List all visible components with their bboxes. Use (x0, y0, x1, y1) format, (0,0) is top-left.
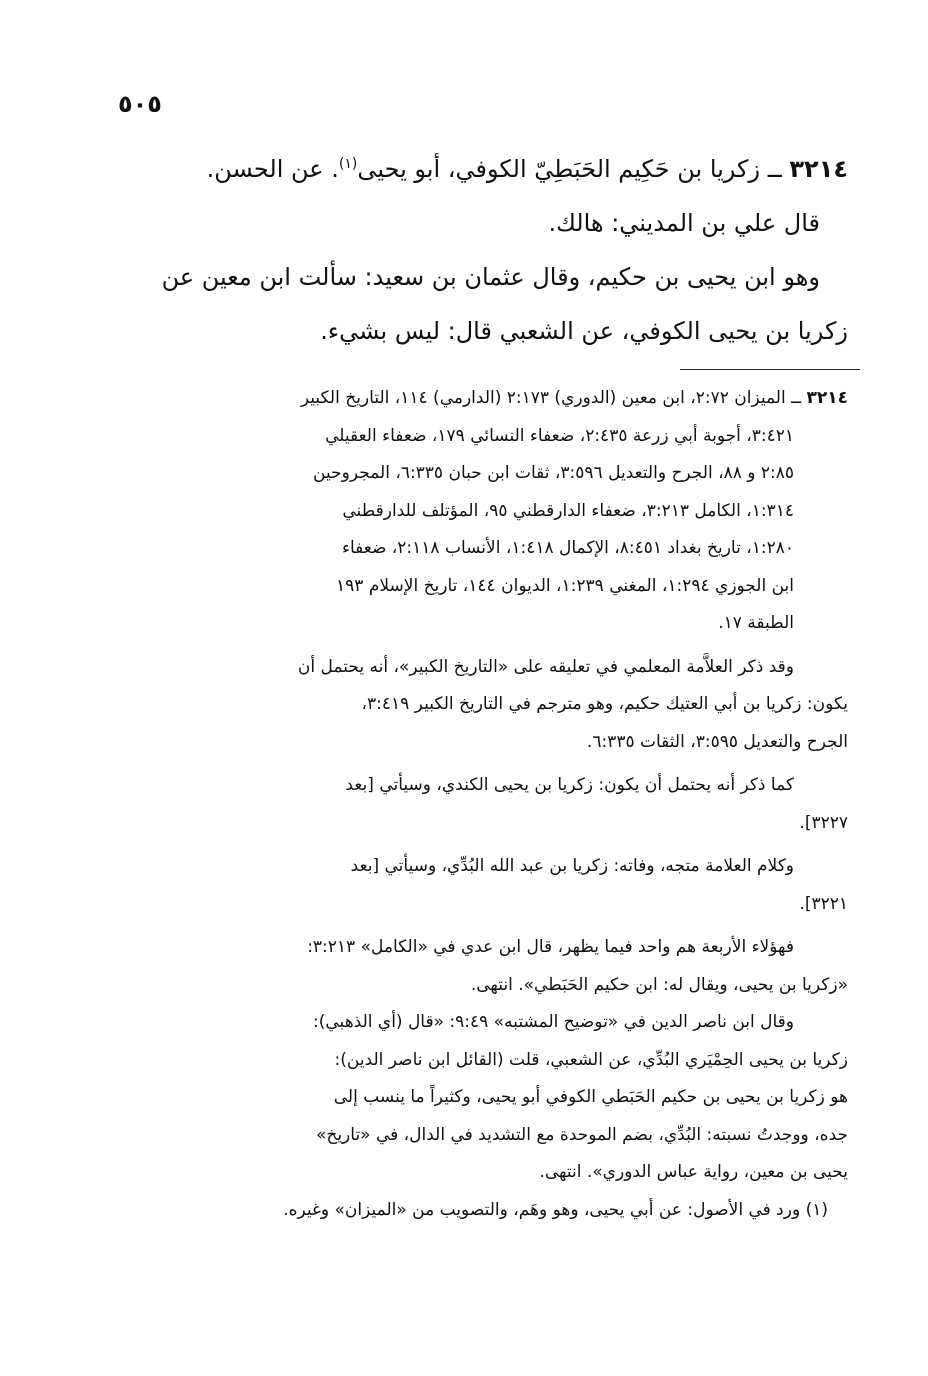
footnote-marker: (١) (338, 156, 358, 172)
entry-line-4: زكريا بن يحيى الكوفي، عن الشعبي قال: ليس بشيء. (320, 317, 848, 345)
note-paragraph-line: «زكريا بن يحيى، ويقال له: ابن حكيم الحَبَطي». انتهى. (470, 974, 848, 995)
sources-line: ٢:٨٥ و ٨٨، الجرح والتعديل ٣:٥٩٦، ثقات ابن حبان ٦:٣٣٥، المجروحين (313, 463, 794, 483)
sources-line: ١:٢٨٠، تاريخ بغداد ٨:٤٥١، الإكمال ١:٤١٨، الأنساب ٢:١١٨، ضعفاء (341, 538, 794, 558)
notes-section (118, 380, 848, 1229)
entry-number: ٣٢١٤ (789, 155, 848, 183)
sources-line: الطبقة ١٧. (718, 613, 794, 633)
notes-divider (680, 369, 860, 370)
note-paragraph-line: وقال ابن ناصر الدين في «توضيح المشتبه» ٩:٤٩: «قال (أي الذهبي): (313, 1012, 794, 1032)
note-paragraph-line: وقد ذكر العلاَّمة المعلمي في تعليقه على «التاريخ الكبير»، أنه يحتمل أن (297, 656, 794, 677)
footnote: (١) ورد في الأصول: عن أبي يحيى، وهو وهَم، والتصويب من «الميزان» وغيره. (283, 1199, 828, 1220)
page-number: ٥٠٥ (118, 90, 162, 118)
note-paragraph-line: زكريا بن يحيى الحِمْيَري البُدِّي، عن الشعبي، قلت (القائل ابن ناصر الدين): (334, 1049, 848, 1070)
note-paragraph-line: فهؤلاء الأربعة هم واحد فيما يظهر، قال ابن عدي في «الكامل» ٣:٢١٣: (307, 937, 794, 957)
note-paragraph-line: هو زكريا بن يحيى بن حكيم الحَبَطي الكوفي أبو يحيى، وكثيراً ما ينسب إلى (333, 1087, 848, 1107)
note-paragraph-line: يكون: زكريا بن أبي العتيك حكيم، وهو مترجم في التاريخ الكبير ٣:٤١٩، (361, 694, 848, 714)
note-paragraph-line: الجرح والتعديل ٣:٥٩٥، الثقات ٦:٣٣٥. (586, 731, 848, 752)
sources-line: ١:٣١٤، الكامل ٣:٢١٣، ضعفاء الدارقطني ٩٥، المؤتلف للدارقطني (342, 500, 794, 521)
note-paragraph-line: ٣٢٢٧]. (799, 812, 848, 833)
sources-line: ٣:٤٢١، أجوبة أبي زرعة ٢:٤٣٥، ضعفاء النسائي ١٧٩، ضعفاء العقيلي (325, 425, 794, 446)
entry-body (118, 142, 848, 358)
note-paragraph-line: كما ذكر أنه يحتمل أن يكون: زكريا بن يحيى الكندي، وسيأتي [بعد (345, 775, 794, 795)
sources-line (118, 380, 848, 418)
sources-line: ابن الجوزي ١:٢٩٤، المغني ١:٢٣٩، الديوان ١٤٤، تاريخ الإسلام ١٩٣ (336, 575, 794, 596)
note-paragraph-line: جده، ووجدتُ نسبته: البُدِّي، بضم الموحدة مع التشديد في الدال، في «تاريخ» (315, 1124, 848, 1145)
entry-teacher: . عن الحسن. (206, 155, 339, 183)
note-paragraph-line: وكلام العلامة متجه، وفاته: زكريا بن عبد الله البُدِّي، وسيأتي [بعد (350, 856, 794, 876)
note-paragraph-line: ٣٢٢١]. (799, 893, 848, 914)
entry-name: زكريا بن حَكِيم الحَبَطِيّ الكوفي، أبو يحيى (357, 155, 761, 183)
sources-text: ــ الميزان ٢:٧٢، ابن معين (الدوري) ٢:١٧٣ (الدارمي) ١١٤، التاريخ الكبير (300, 388, 802, 408)
note-paragraph-line: يحيى بن معين، رواية عباس الدوري». انتهى. (539, 1162, 848, 1182)
entry-dash: ــ (767, 155, 782, 183)
entry-line-3: وهو ابن يحيى بن حكيم، وقال عثمان بن سعيد: سألت ابن معين عن (161, 263, 820, 291)
sources-entry-number: ٣٢١٤ (806, 388, 848, 408)
entry-heading-line (118, 142, 848, 196)
entry-line-2: قال علي بن المديني: هالك. (548, 209, 820, 237)
